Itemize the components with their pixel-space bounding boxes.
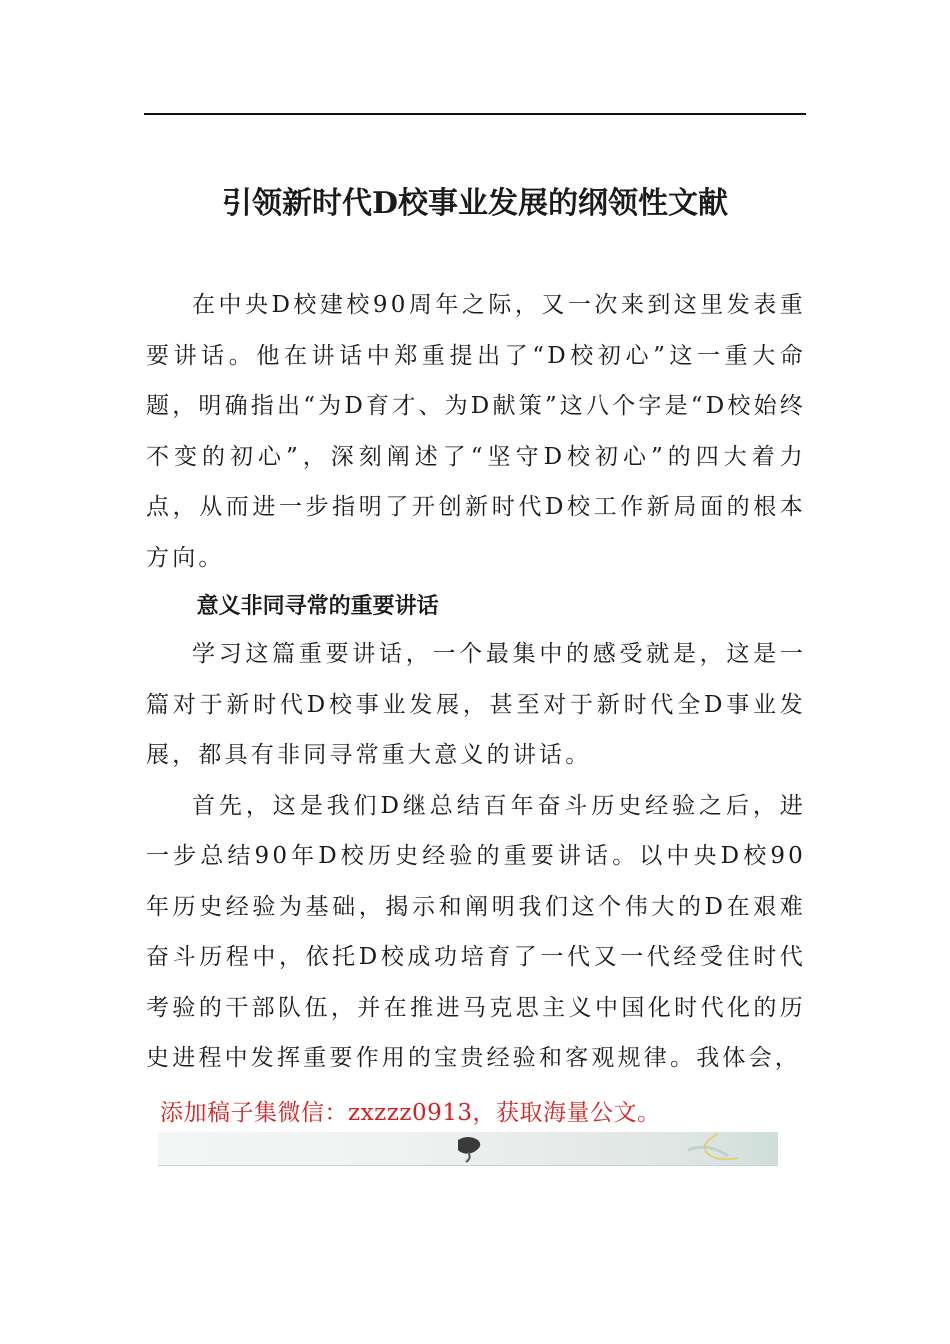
header-rule xyxy=(144,113,806,115)
ink-wash-decoration-icon xyxy=(158,1132,778,1165)
body-paragraph-2: 首先，这是我们D继总结百年奋斗历史经验之后，进一步总结90年D校历史经验的重要讲话。以中央D校90年历史经验为基础，揭示和阐明我们这个伟大的D在艰难奋斗历程中，依托D校成功培育了一代又一代经受住时代考验的干部队伍，并在推进马克思主义中国化时代化的历史进程中发挥重要作用的宝贵经验和客观规律。我体会， xyxy=(146,792,806,1071)
intro-paragraph: 在中央D校建校90周年之际，又一次来到这里发表重要讲话。他在讲话中郑重提出了“D校初心”这一重大命题，明确指出“为D育才、为D献策”这八个字是“D校始终不变的初心”，深刻阐述了“坚守D校初心”的四大着力点，从而进一步指明了开创新时代D校工作新局面的根本方向。 xyxy=(146,292,806,571)
promo-banner-image xyxy=(158,1132,778,1166)
body-paragraph-1: 学习这篇重要讲话，一个最集中的感受就是，这是一篇对于新时代D校事业发展，甚至对于新时代全D事业发展，都具有非同寻常重大意义的讲话。 xyxy=(146,641,806,768)
section-subheading: 意义非同寻常的重要讲话 xyxy=(196,594,439,619)
document-title: 引领新时代D校事业发展的纲领性文献 xyxy=(221,186,728,221)
document-body xyxy=(146,280,806,1084)
promo-text: 添加稿子集微信：zxzzz0913，获取海量公文。 xyxy=(160,1100,661,1126)
